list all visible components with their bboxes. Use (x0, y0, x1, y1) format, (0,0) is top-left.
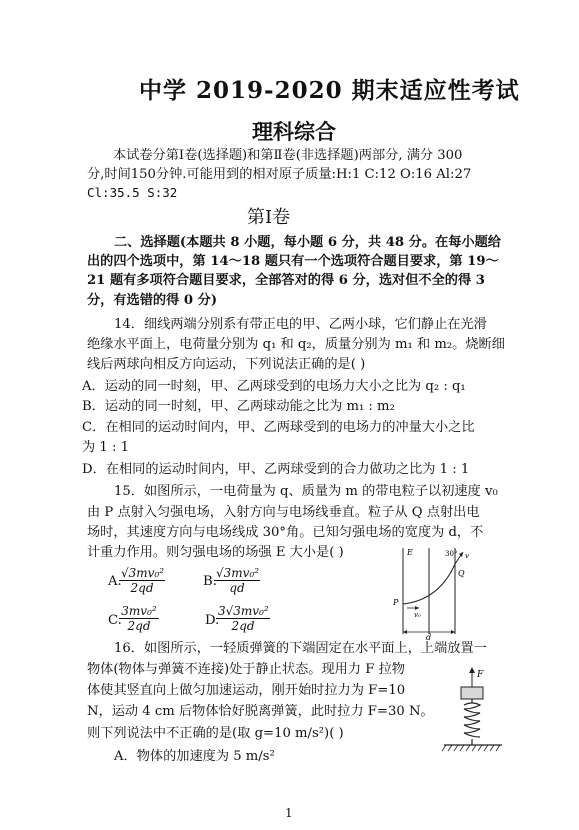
intro-line-3: Cl:35.5 S:32 (87, 185, 178, 200)
intro-line-2: 分,时间150分钟.可能用到的相对原子质量:H:1 C:12 O:16 Al:27 (87, 167, 472, 182)
q14-line-1: 14．细线两端分别系有带正电的甲、乙两小球，它们静止在光滑 (114, 317, 487, 332)
field-label-e: E (407, 548, 413, 557)
q16-line-1: 16．如图所示，一轻质弹簧的下端固定在水平面上，上端放置一 (114, 641, 487, 656)
exam-subtitle: 理科综合 (252, 119, 336, 144)
q14-line-2: 绝缘水平面上，电荷量分别为 q₁ 和 q₂，质量分别为 m₁ 和 m₂。烧断细 (87, 337, 505, 352)
velocity-label: v (465, 552, 469, 560)
q16-line-3: 体使其竖直向上做匀加速运动，刚开始时拉力为 F=10 (87, 683, 406, 698)
q15-option-d-label: D. (205, 613, 220, 628)
instruction-line-4: 分，有选错的得 0 分) (87, 293, 218, 308)
q15-option-b-fraction (214, 566, 260, 595)
q15-option-c-label: C. (108, 613, 122, 628)
q15-option-a-numerator: √3mv₀² (121, 566, 165, 580)
q15-option-d-fraction (216, 604, 270, 633)
width-arrowhead-left (403, 630, 407, 634)
q15-line-4: 计重力作用。则匀强电场的场强 E 大小是( ) (87, 545, 344, 560)
q15-option-a-denominator: 2qd (130, 581, 154, 595)
q15-option-b-numerator: √3mv₀² (216, 566, 260, 580)
exam-title: 中学 2019-2020 期末适应性考试 (139, 77, 520, 104)
q15-option-d-numerator: 3√3mv₀² (218, 604, 269, 618)
q15-option-b-label: B. (203, 574, 217, 589)
spring (464, 699, 480, 745)
q14-line-3: 线后两球向相反方向运动，下列说法正确的是( ) (87, 357, 366, 372)
q16-line-5: 则下列说法中不正确的是(取 g=10 m/s²)( ) (87, 726, 344, 741)
angle-label: 30° (445, 550, 458, 558)
q15-option-c-fraction (119, 604, 159, 633)
block (461, 687, 483, 699)
q15-field-diagram (381, 542, 481, 642)
point-q-label: Q (458, 569, 465, 578)
q16-spring-diagram (438, 665, 508, 760)
width-arrowhead-right (451, 630, 455, 634)
q16-option-a: A．物体的加速度为 5 m/s² (114, 749, 275, 764)
instruction-line-2: 出的四个选项中，第 14～18 题只有一个选项符合题目要求，第 19～ (87, 254, 499, 269)
q16-line-2: 物体(物体与弹簧不连接)处于静止状态。现用力 F 拉物 (87, 662, 405, 677)
initial-velocity-label: v₀ (414, 611, 421, 619)
force-label: F (477, 670, 484, 680)
intro-line-1: 本试卷分第Ⅰ卷(选择题)和第Ⅱ卷(非选择题)两部分, 满分 300 (113, 148, 463, 163)
instruction-line-3: 21 题有多项符合题目要求，全部答对的得 6 分，选对但不全的得 3 (87, 273, 485, 288)
initial-velocity-arrowhead (415, 606, 419, 610)
width-label-d: d (426, 633, 432, 642)
q14-option-c-cont: 为 1 : 1 (82, 440, 129, 455)
instruction-line-1: 二、选择题(本题共 8 小题，每小题 6 分，共 48 分。在每小题给 (114, 235, 501, 250)
q15-option-b-denominator: qd (229, 581, 245, 595)
q14-option-d: D．在相同的运动时间内，甲、乙两球受到的合力做功之比为 1 : 1 (82, 462, 470, 477)
q14-option-c: C．在相同的运动时间内，甲、乙两球受到的电场力的冲量大小之比 (82, 420, 475, 435)
q15-option-c-denominator: 2qd (127, 619, 151, 633)
q14-option-b: B．运动的同一时刻，甲、乙两球动能之比为 m₁ : m₂ (82, 399, 395, 414)
q14-option-a: A．运动的同一时刻，甲、乙两球受到的电场力大小之比为 q₂ : q₁ (82, 379, 466, 394)
q15-option-a-label: A. (108, 574, 122, 589)
ground-hatching (442, 745, 500, 751)
section-title: 第Ⅰ卷 (247, 207, 291, 228)
q15-line-1: 15．如图所示，一电荷量为 q、质量为 m 的带电粒子以初速度 v₀ (114, 484, 498, 499)
q15-option-a-fraction (119, 566, 165, 595)
q15-line-3: 场时，其速度方向与电场线成 30°角。已知匀强电场的宽度为 d，不 (87, 525, 484, 540)
q15-line-2: 由 P 点射入匀强电场，入射方向与电场线垂直。粒子从 Q 点射出电 (87, 505, 480, 520)
point-p-label: P (393, 598, 399, 607)
page-number: 1 (285, 806, 293, 820)
q15-option-c-numerator: 3mv₀² (119, 604, 159, 619)
q16-line-4: N，运动 4 cm 后物体恰好脱离弹簧，此时拉力 F=30 N。 (87, 704, 434, 719)
q15-option-d-denominator: 2qd (231, 619, 255, 633)
force-arrowhead (469, 667, 475, 673)
